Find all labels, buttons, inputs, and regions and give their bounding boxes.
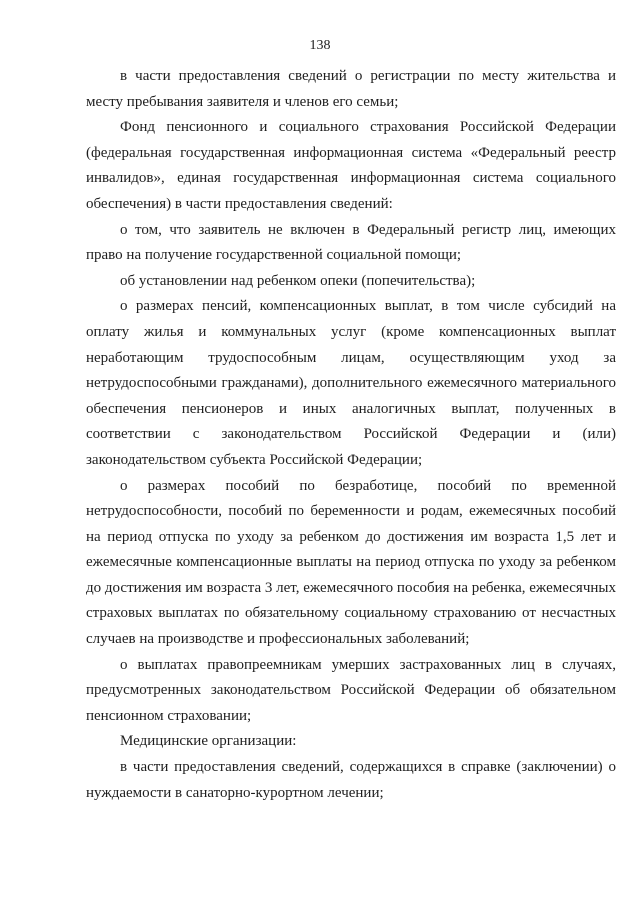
paragraph-federal-register: о том, что заявитель не включен в Федеральный регистр лиц, имеющих право на получение государственной социальной помощи; (86, 221, 616, 264)
paragraph-medical-organizations: Медицинские организации: (120, 733, 297, 750)
page-number: 138 (309, 38, 331, 53)
paragraph-sanatorium-treatment: в части предоставления сведений, содержащихся в справке (заключении) о нуждаемости в санаторно-курортном лечении; (86, 759, 616, 801)
paragraph-pension-fund: Фонд пенсионного и социального страхования Российской Федерации (федеральная государственная информационная система «Федеральный реестр инвалидов», единая государственная информационная система социального обеспечения) в части предоставления сведений: (86, 119, 616, 212)
paragraph-pension-amounts: о размерах пенсий, компенсационных выплат, в том числе субсидий на оплату жилья и коммунальных услуг (кроме компенсационных выплат неработающим трудоспособным лицам, осуществляющим уход за нетрудоспособными гражданами), дополнительного ежемесячного материального обеспечения пенсионеров и иных аналогичных выплат, полученных в соответствии с законодательством Российской Федерации и (или) законодательством субъекта Российской Федерации; (86, 298, 616, 468)
document-body (86, 64, 616, 806)
paragraph-successor-payments: о выплатах правопреемникам умерших застрахованных лиц в случаях, предусмотренных законодательством Российской Федерации об обязательном пенсионном страховании; (86, 656, 616, 724)
paragraph-benefit-amounts: о размерах пособий по безработице, пособий по временной нетрудоспособности, пособий по беременности и родам, ежемесячных пособий на период отпуска по уходу за ребенком до достижения им возраста 1,5 лет и ежемесячные компенсационные выплаты на период отпуска по уходу за ребенком до достижения им возраста 3 лет, ежемесячного пособия на ребенка, ежемесячных страховых выплатах по обязательному социальному страхованию от несчастных случаев на производстве и профессиональных заболеваний; (86, 477, 616, 648)
paragraph-guardianship: об установлении над ребенком опеки (попечительства); (120, 272, 476, 289)
paragraph-registration-info: в части предоставления сведений о регистрации по месту жительства и месту пребывания заявителя и членов его семьи; (86, 68, 616, 110)
